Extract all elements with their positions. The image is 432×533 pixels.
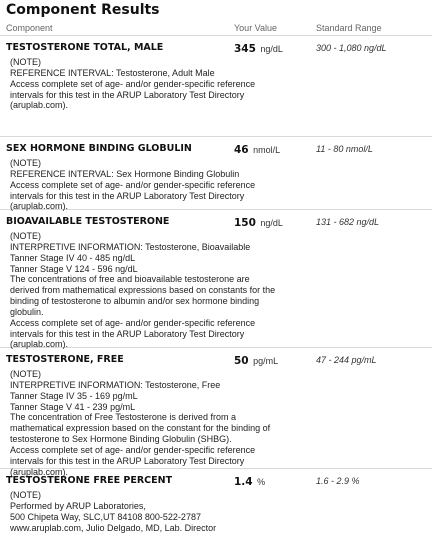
result-value: 345 ng/dL xyxy=(234,43,283,55)
note-line: Tanner Stage IV 40 - 485 ng/dL xyxy=(10,252,136,263)
note-line: (aruplab.com). xyxy=(10,201,69,212)
result-notes xyxy=(6,490,426,533)
note-line: (aruplab.com). xyxy=(10,100,69,111)
note-line: globulin. xyxy=(10,306,44,317)
column-header-value: Your Value xyxy=(234,23,278,33)
result-row xyxy=(0,210,432,348)
note-line: (NOTE) xyxy=(10,158,41,168)
result-range: 47 - 244 pg/mL xyxy=(316,355,377,365)
note-line: derived from mathematical expressions based on constants for the xyxy=(10,285,276,296)
note-line: binding of testosterone to albumin and/or sex hormone binding xyxy=(10,296,260,307)
result-name: TESTOSTERONE TOTAL, MALE xyxy=(6,42,164,53)
result-row xyxy=(0,348,432,477)
note-line: (NOTE) xyxy=(10,369,41,379)
result-name: TESTOSTERONE, FREE xyxy=(6,354,124,365)
note-line: The concentration of Free Testosterone is derived from a xyxy=(10,412,236,423)
result-name: TESTOSTERONE FREE PERCENT xyxy=(6,475,173,486)
note-line: REFERENCE INTERVAL: Testosterone, Adult Male xyxy=(10,67,215,78)
result-notes xyxy=(6,158,426,212)
note-line: Access complete set of age- and/or gender-specific reference xyxy=(10,179,256,190)
note-line: www.aruplab.com, Julio Delgado, MD, Lab. Director xyxy=(10,522,217,533)
result-value: 1.4 % xyxy=(234,476,266,488)
result-row xyxy=(0,36,432,137)
result-row xyxy=(0,466,432,533)
result-value: 46 nmol/L xyxy=(234,144,281,156)
note-line: intervals for this test in the ARUP Laboratory Test Directory xyxy=(10,89,245,100)
note-line: (aruplab.com). xyxy=(10,466,69,477)
page-title: Component Results xyxy=(6,2,160,18)
result-range: 131 - 682 ng/dL xyxy=(316,217,380,227)
note-line: mathematical expression based on the constant for the binding of xyxy=(10,423,271,434)
note-line: REFERENCE INTERVAL: Sex Hormone Binding Globulin xyxy=(10,168,240,179)
note-line: Access complete set of age- and/or gender-specific reference xyxy=(10,78,256,89)
note-line: Access complete set of age- and/or gender-specific reference xyxy=(10,317,256,328)
note-line: Tanner Stage IV 35 - 169 pg/mL xyxy=(10,390,138,401)
note-line: (aruplab.com). xyxy=(10,339,69,350)
result-range: 11 - 80 nmol/L xyxy=(316,144,373,154)
note-line: INTERPRETIVE INFORMATION: Testosterone, Bioavailable xyxy=(10,241,251,252)
note-line: Tanner Stage V 124 - 596 ng/dL xyxy=(10,263,138,274)
note-line: Tanner Stage V 41 - 239 pg/mL xyxy=(10,401,136,412)
note-line: (NOTE) xyxy=(10,57,41,67)
column-header-range: Standard Range xyxy=(316,23,382,33)
result-value: 150 ng/dL xyxy=(234,217,283,229)
result-notes xyxy=(6,57,426,111)
note-line: 500 Chipeta Way, SLC,UT 84108 800-522-2787 xyxy=(10,511,201,522)
note-line: (NOTE) xyxy=(10,490,41,500)
result-row xyxy=(0,137,432,210)
result-name: SEX HORMONE BINDING GLOBULIN xyxy=(6,143,192,154)
result-range: 300 - 1,080 ng/dL xyxy=(316,43,387,53)
note-line: (NOTE) xyxy=(10,231,41,241)
note-line: INTERPRETIVE INFORMATION: Testosterone, Free xyxy=(10,379,221,390)
note-line: The concentrations of free and bioavailable testosterone are xyxy=(10,274,250,285)
note-line: intervals for this test in the ARUP Laboratory Test Directory xyxy=(10,328,245,339)
note-line: intervals for this test in the ARUP Laboratory Test Directory xyxy=(10,455,245,466)
note-line: Access complete set of age- and/or gender-specific reference xyxy=(10,444,256,455)
note-line: intervals for this test in the ARUP Laboratory Test Directory xyxy=(10,190,245,201)
note-line: Performed by ARUP Laboratories, xyxy=(10,500,146,511)
result-name: BIOAVAILABLE TESTOSTERONE xyxy=(6,216,170,227)
result-value: 50 pg/mL xyxy=(234,355,279,367)
result-notes xyxy=(6,231,426,350)
note-line: testosterone to Sex Hormone Binding Globulin (SHBG). xyxy=(10,434,232,445)
column-header-row xyxy=(0,21,432,36)
results-list xyxy=(0,36,432,532)
result-notes xyxy=(6,369,426,477)
column-header-component: Component xyxy=(6,23,53,33)
result-range: 1.6 - 2.9 % xyxy=(316,476,360,486)
